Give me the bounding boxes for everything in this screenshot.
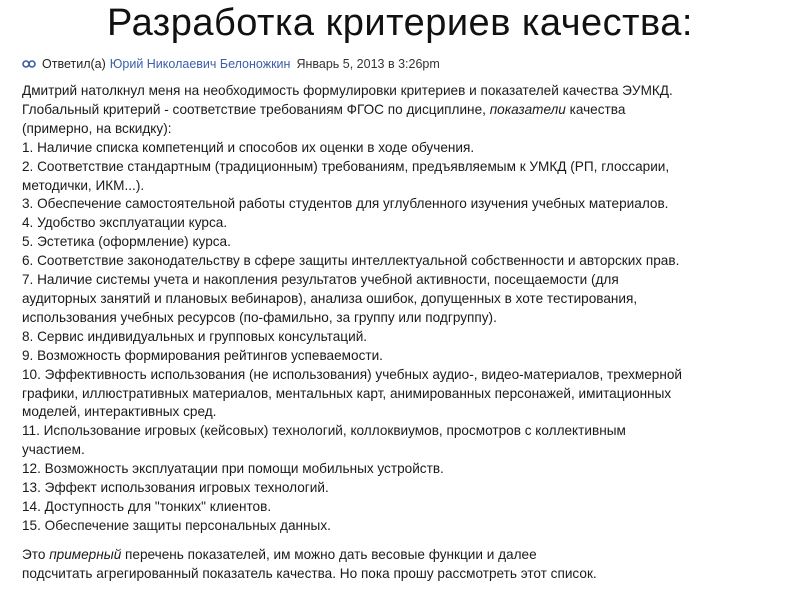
list-item: 10. Эффективность использования (не использования) учебных аудио-, видео-материалов, трехмерной [22, 366, 683, 382]
footer-line: подсчитать агрегированный показатель качества. Но пока прошу рассмотреть этот список. [22, 565, 597, 581]
list-item: графики, иллюстративных материалов, ментальных карт, анимированных персонажей, имитационных [22, 385, 672, 401]
list-item: 1. Наличие списка компетенций и способов их оценки в ходе обучения. [22, 139, 475, 155]
intro-line: Дмитрий натолкнул меня на необходимость формулировки критериев и показателей качества ЭУМКД. [22, 83, 673, 98]
footer-line [22, 545, 782, 564]
list-item: использования учебных ресурсов (по-фамильно, за группу или подгруппу). [22, 309, 497, 325]
list-item: 3. Обеспечение самостоятельной работы студентов для углубленного изучения учебных материалов. [22, 196, 669, 212]
intro-text: Глобальный критерий - соответствие требованиям ФГОС по дисциплине, [22, 101, 490, 117]
list-item: 15. Обеспечение защиты персональных данных. [22, 517, 331, 533]
forum-post [22, 54, 782, 583]
footer-text: Это [22, 546, 50, 562]
post-header [22, 54, 782, 74]
list-item: 8. Сервис индивидуальных и групповых консультаций. [22, 328, 368, 344]
list-item: 12. Возможность эксплуатации при помощи мобильных устройств. [22, 461, 444, 477]
criteria-list [22, 139, 782, 536]
intro-emphasis: показатели [489, 101, 566, 117]
author-link[interactable]: Юрий Николаевич Белоножкин [109, 57, 291, 71]
reply-label: Ответил(а) [42, 57, 106, 71]
list-item: 5. Эстетика (оформление) курса. [22, 234, 231, 250]
list-item: моделей, интерактивных сред. [22, 404, 217, 420]
intro-tail: качества [565, 101, 626, 117]
post-date: Январь 5, 2013 в 3:26pm [296, 57, 440, 71]
post-body [22, 82, 782, 583]
list-item: 14. Доступность для "тонких" клиентов. [22, 498, 272, 514]
list-item: 6. Соответствие законодательству в сфере защиты интеллектуальной собственности и авторских прав. [22, 253, 680, 269]
list-item: 9. Возможность формирования рейтингов успеваемости. [22, 347, 383, 363]
intro-line [22, 101, 782, 120]
footer-note [22, 545, 782, 583]
list-item: методички, ИКМ...). [22, 177, 145, 193]
footer-emphasis: примерный [49, 546, 122, 562]
list-item: 2. Соответствие стандартным (традиционным) требованиям, предъявляемым к УМКД (РП, глоссарии, [22, 158, 670, 174]
list-item: 11. Использование игровых (кейсовых) технологий, коллоквиумов, просмотров с коллективным [22, 423, 626, 439]
intro-line: (примерно, на вскидку): [22, 120, 172, 136]
reply-icon [22, 59, 36, 69]
list-item: 4. Удобство эксплуатации курса. [22, 215, 228, 231]
footer-text: перечень показателей, им можно дать весовые функции и далее [121, 546, 537, 562]
slide-title: Разработка критериев качества: [107, 2, 693, 44]
list-item: 7. Наличие системы учета и накопления результатов учебной активности, посещаемости (для [22, 272, 619, 288]
list-item: аудиторных занятий и плановых вебинаров), анализа ошибок, допущенных в хоте тестирования, [22, 290, 638, 306]
list-item: 13. Эффект использования игровых технологий. [22, 480, 329, 496]
list-item: участием. [22, 442, 85, 458]
